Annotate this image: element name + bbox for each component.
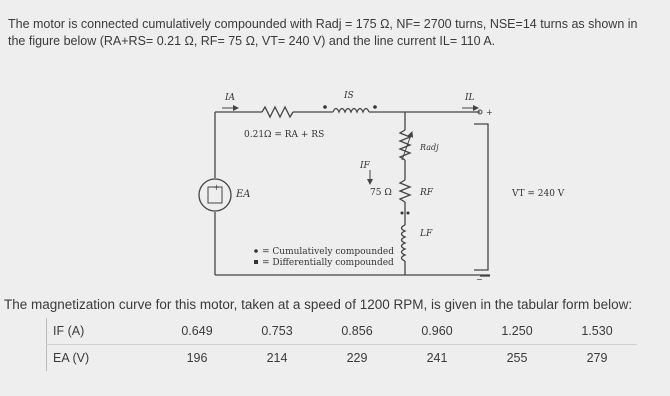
table-cell: 214: [266, 351, 288, 365]
ea-label: EA: [236, 189, 251, 200]
magnetization-table: [46, 318, 637, 371]
lf-label: LF: [420, 229, 433, 239]
table-cell: 279: [586, 351, 608, 365]
vt-label: VT = 240 V: [512, 189, 565, 199]
series-field-coil-icon: [333, 109, 369, 113]
problem-text: The motor is connected cumulatively compounded with Radj = 175 Ω, NF= 2700 turns, NSE=14 turns as shown in the figure below (RA+RS= 0.21 Ω, RF= 75 Ω, VT= 240 V) and the line current IL= 110 A.: [8, 17, 638, 48]
radj-label: Radj: [420, 143, 439, 152]
rf-label: RF: [420, 188, 434, 198]
table-cell: 1.530: [557, 318, 637, 345]
legend-differential: = Differentially compounded: [262, 258, 394, 268]
table-cell: 196: [186, 351, 208, 365]
magnetization-description: The magnetization curve for this motor, taken at a speed of 1200 RPM, is given in the tabular form below:: [4, 297, 633, 312]
is-label: IS: [344, 91, 354, 101]
ra-rs-label: 0.21Ω = RA + RS: [244, 130, 325, 140]
radj-resistor-icon: [400, 130, 410, 160]
table-row: [47, 318, 638, 345]
svg-text:+: +: [486, 108, 493, 117]
armature-icon: [199, 179, 231, 211]
il-label: IL: [465, 93, 475, 103]
rf-value-label: 75 Ω: [370, 188, 392, 198]
table-cell: 255: [506, 351, 528, 365]
table-row: [47, 345, 638, 372]
table-cell: 229: [346, 351, 368, 365]
shunt-field-coil-icon: [402, 225, 406, 261]
table-cell: 0.856: [317, 318, 397, 345]
if-row-header: IF (A): [47, 318, 158, 345]
ra-rs-resistor-icon: [262, 107, 293, 117]
if-label: IF: [360, 161, 370, 171]
table-cell: 0.960: [397, 318, 477, 345]
ea-row-header: EA (V): [47, 345, 158, 372]
table-cell: 0.649: [157, 318, 237, 345]
ia-label: IA: [225, 93, 236, 103]
rf-resistor-icon: [400, 180, 410, 202]
legend-cumulative: = Cumulatively compounded: [262, 247, 395, 257]
table-cell: 1.250: [477, 318, 557, 345]
table-cell: 241: [426, 351, 448, 365]
svg-text:+: +: [213, 183, 220, 192]
svg-text:−: −: [476, 275, 483, 284]
table-cell: 0.753: [237, 318, 317, 345]
